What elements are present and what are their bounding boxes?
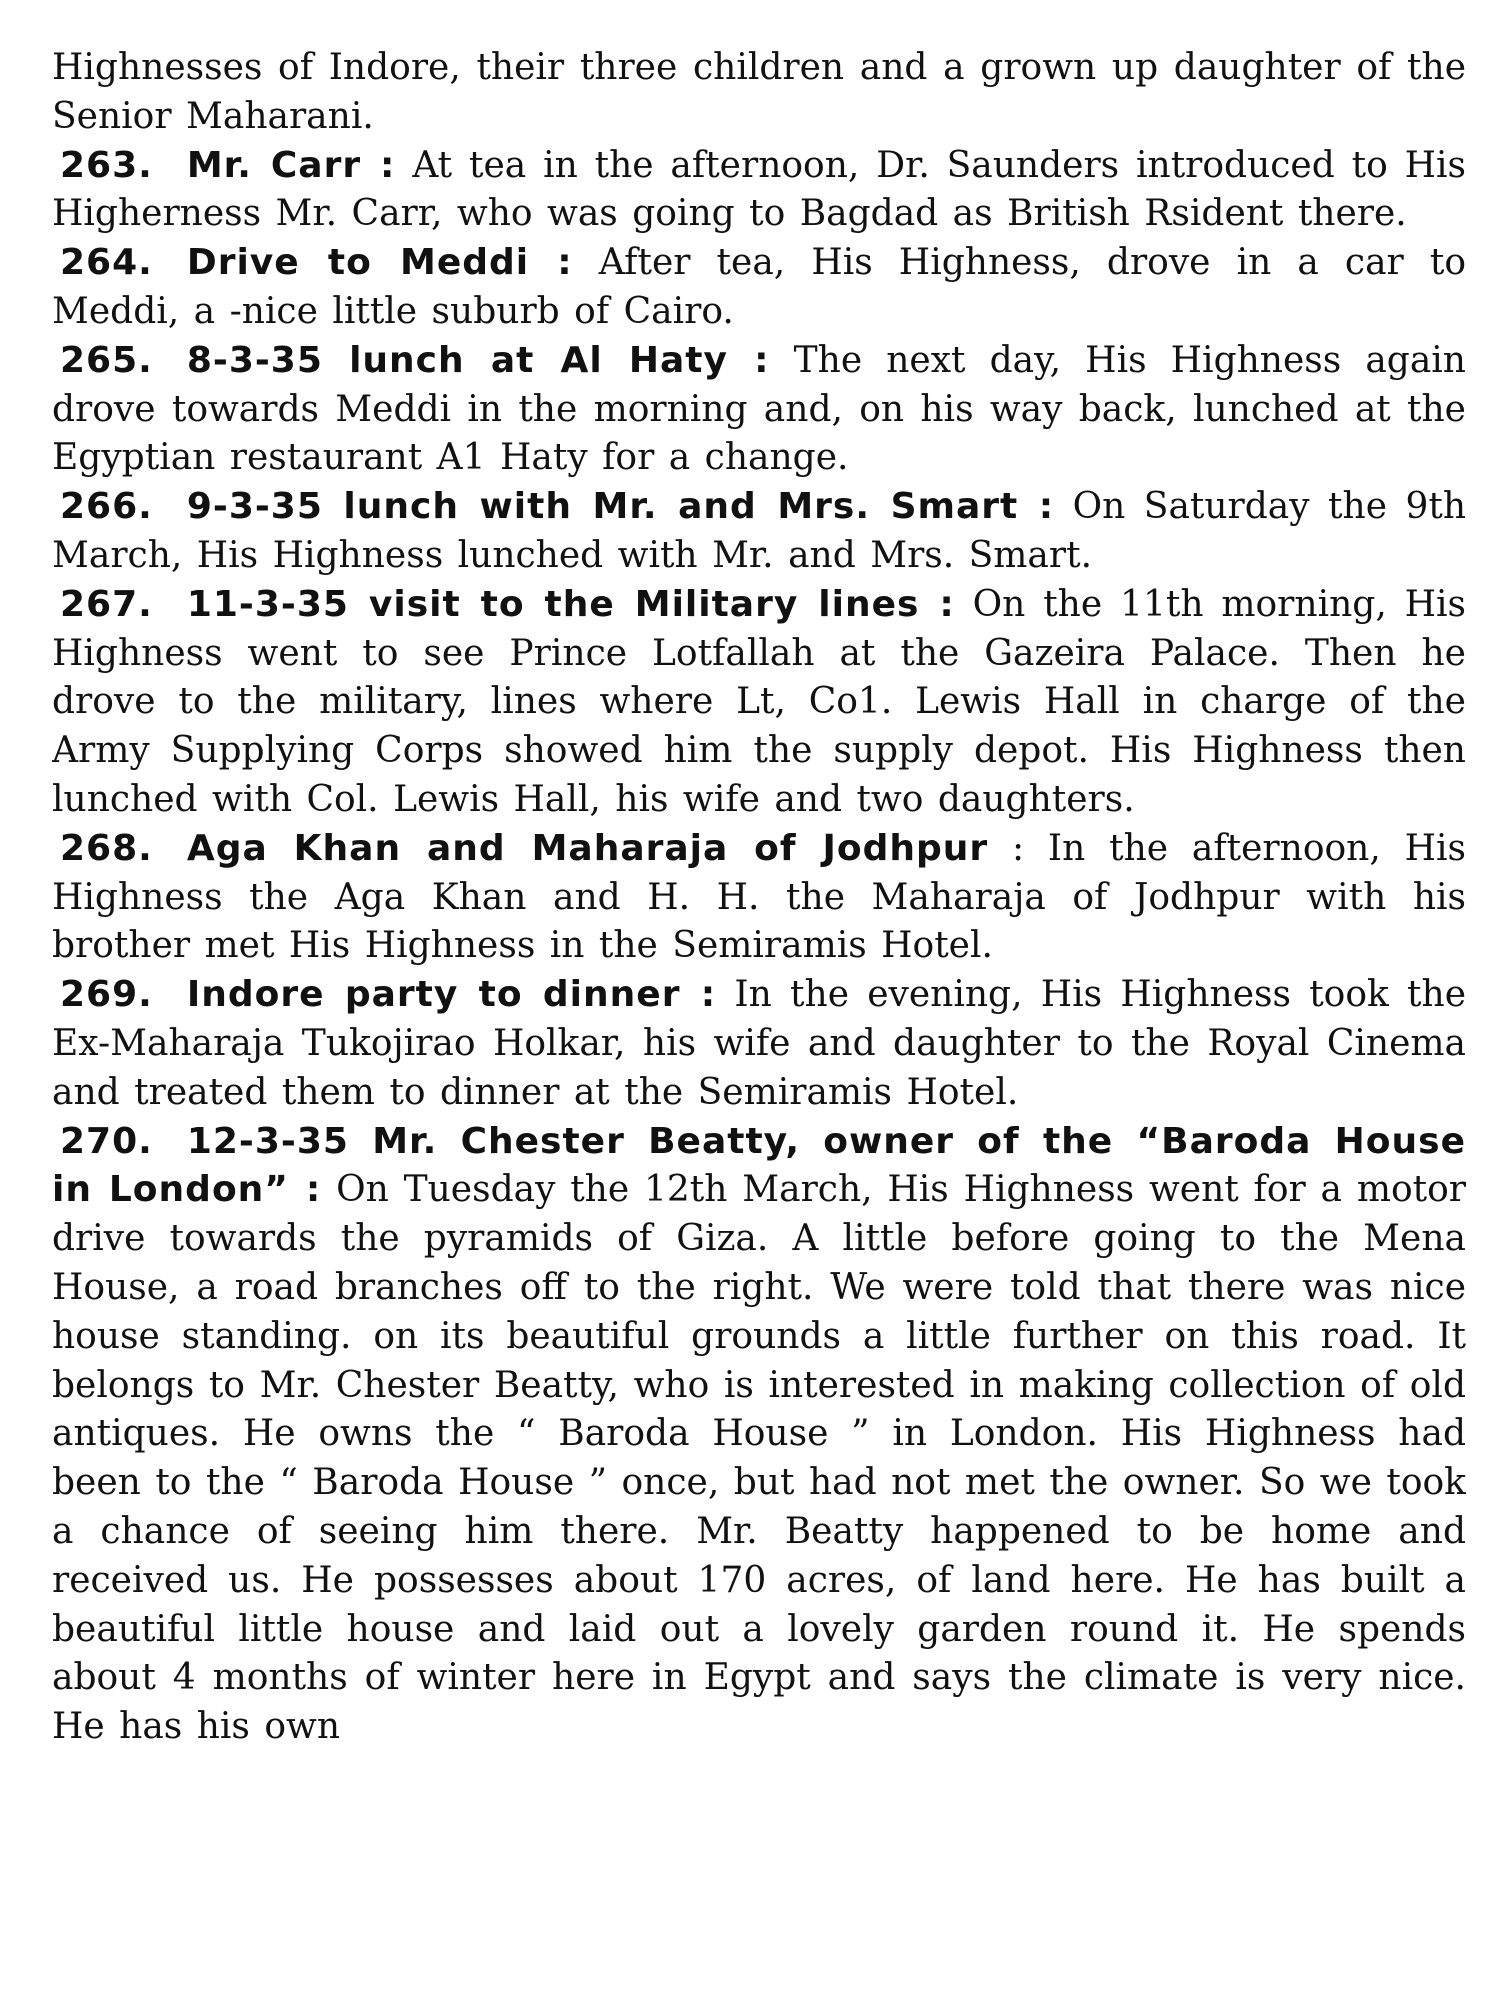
entry-title: Mr. Carr : bbox=[186, 144, 396, 186]
entry-268 bbox=[52, 825, 1466, 971]
entry-text: On Saturday the 9th March, His Highness lunched with Mr. and Mrs. Smart. bbox=[52, 486, 1466, 576]
entry-number: 268. bbox=[60, 827, 153, 869]
entry-number: 263. bbox=[60, 144, 153, 186]
entry-number: 264. bbox=[60, 242, 153, 284]
entry-267 bbox=[52, 581, 1466, 825]
document-page bbox=[52, 44, 1466, 1956]
entry-text: At tea in the afternoon, Dr. Saunders introduced to His Higherness Mr. Carr, who was going to Bagdad as British Rsident there. bbox=[52, 144, 1466, 235]
entry-text: On Tuesday the 12th March, His Highness went for a motor drive towards the pyramids of Giza. A little before going to the Mena House, a road branches off to the right. We were told that there was nice house standing. on its beautiful grounds a little further on this road. It belongs to Mr. Chester Beatty, who is interested in making collection of old antiques. He owns the “ Baroda House ” in London. His Highness had been to the “ Baroda House ” once, but had not met the owner. So we took a chance of seeing him there. Mr. Beatty happened to be home and received us. He possesses about 170 acres, of land here. He has built a beautiful little house and laid out a lovely garden round it. He spends about 4 months of winter here in Egypt and says the climate is very nice. He has his own bbox=[52, 1169, 1466, 1748]
entry-text: On the 11th morning, His Highness went to see Prince Lotfallah at the Gazeira Palace. Then he drove to the military, lines where Lt, Co1. Lewis Hall in charge of the Army Supplying Corps showed him the supply depot. His Highness then lunched with Col. Lewis Hall, his wife and two daughters. bbox=[52, 583, 1466, 820]
entry-text: In the evening, His Highness took the Ex-Maharaja Tukojirao Holkar, his wife and daughter to the Royal Cinema and treated them to dinner at the Semiramis Hotel. bbox=[52, 974, 1466, 1113]
entry-title: 8-3-35 lunch at Al Haty : bbox=[186, 339, 770, 381]
entry-265 bbox=[52, 337, 1466, 483]
entry-263 bbox=[52, 142, 1466, 240]
entry-264 bbox=[52, 239, 1466, 337]
entry-266 bbox=[52, 483, 1466, 581]
entry-text: After tea, His Highness, drove in a car to Meddi, a -nice little suburb of Cairo. bbox=[52, 242, 1466, 332]
entry-number: 265. bbox=[60, 339, 153, 381]
intro-paragraph bbox=[52, 44, 1466, 142]
entry-title: Drive to Meddi : bbox=[186, 242, 573, 284]
entry-text: The next day, His Highness again drove towards Meddi in the morning and, on his way back, lunched at the Egyptian restaurant A1 Haty for a change. bbox=[52, 339, 1466, 479]
entry-number: 269. bbox=[60, 974, 153, 1016]
entry-270 bbox=[52, 1118, 1466, 1752]
entry-title: Indore party to dinner : bbox=[186, 974, 717, 1016]
intro-text: Highnesses of Indore, their three children and a grown up daughter of the Senior Maharani. bbox=[52, 47, 1466, 137]
entry-text: : In the afternoon, His Highness the Aga Khan and H. H. the Maharaja of Jodhpur with his brother met His Highness in the Semiramis Hotel. bbox=[52, 827, 1466, 967]
entry-title: 11-3-35 visit to the Military lines : bbox=[186, 583, 955, 625]
entry-number: 270. bbox=[60, 1120, 153, 1162]
entry-title: Aga Khan and Maharaja of Jodhpur bbox=[186, 827, 989, 869]
entry-number: 266. bbox=[60, 486, 153, 528]
entry-title: 9-3-35 lunch with Mr. and Mrs. Smart : bbox=[186, 486, 1055, 528]
entry-269 bbox=[52, 971, 1466, 1117]
entry-number: 267. bbox=[60, 583, 153, 625]
entry-title: 12-3-35 Mr. Chester Beatty, owner of the “Baroda House in London” : bbox=[52, 1120, 1466, 1211]
